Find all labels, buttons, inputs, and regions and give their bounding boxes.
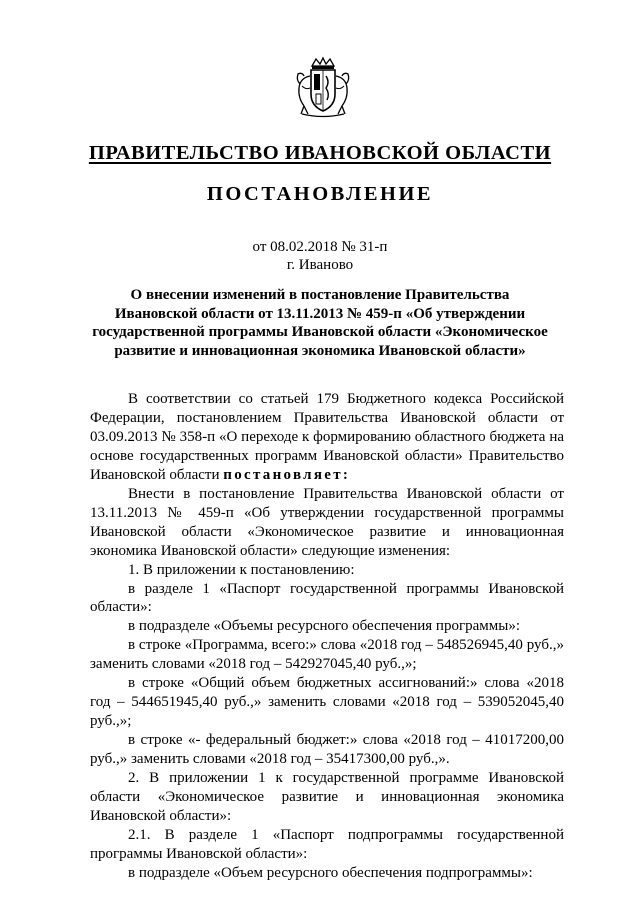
body-paragraph: 1. В приложении к постановлению: <box>128 561 355 578</box>
body-paragraph: 2. В приложении 1 к государственной программе Ивановской области «Экономическое развитие и инновационная экономика Ивановской области»: <box>90 770 564 824</box>
subject-line: государственной программы Ивановской области «Экономическое <box>92 324 548 341</box>
preamble-paragraph <box>90 390 564 485</box>
document-type: ПОСТАНОВЛЕНИЕ <box>206 183 434 205</box>
body-paragraph: 2.1. В разделе 1 «Паспорт подпрограммы государственной программы Ивановской области»: <box>90 826 564 862</box>
subject-line: Ивановской области от 13.11.2013 № 459-п «Об утверждении <box>114 305 526 322</box>
document-city: г. Иваново <box>286 257 354 273</box>
body-paragraph: в подразделе «Объемы ресурсного обеспечения программы»: <box>128 618 520 635</box>
document-body <box>90 390 564 883</box>
body-paragraph: в строке «Общий объем бюджетных ассигнований:» слова «2018 год – 544651945,40 руб.,» заменить словами «2018 год – 539052045,40 руб.,»; <box>90 675 564 730</box>
document-subject <box>88 286 552 361</box>
body-paragraph: в подразделе «Объем ресурсного обеспечения подпрограммы»: <box>128 864 533 881</box>
body-paragraph: в строке «- федеральный бюджет:» слова «2018 год – 41017200,00 руб.,» заменить словами «2018 год – 35417300,00 руб.,». <box>90 732 564 768</box>
body-paragraph: в разделе 1 «Паспорт государственной программы Ивановской области»: <box>90 580 564 616</box>
body-paragraph: Внести в постановление Правительства Ивановской области от 13.11.2013 № 459-п «Об утверждении государственной программы Ивановской области «Экономическое развитие и инновационная экономика Ивановской области» следующие изменения: <box>90 485 564 559</box>
subject-line: развитие и инновационная экономика Ивановской области» <box>114 343 526 360</box>
body-paragraph: в строке «Программа, всего:» слова «2018 год – 548526945,40 руб.,» заменить словами «2018 год – 542927045,40 руб.,»; <box>90 637 564 673</box>
resolves-word: постановляет: <box>223 466 351 483</box>
preamble-text: В соответствии со статьей 179 Бюджетного кодекса Российской Федерации, постановлением Правительства Ивановской области от 03.09.2013 № 358-п «О переходе к формированию областного бюджета на основе государственных программ Ивановской области» Правительство Ивановской области <box>90 391 564 483</box>
government-title: ПРАВИТЕЛЬСТВО ИВАНОВСКОЙ ОБЛАСТИ <box>88 142 552 164</box>
document-date-number: от 08.02.2018 № 31-п <box>252 239 388 255</box>
coat-of-arms-icon <box>294 56 352 118</box>
subject-line: О внесении изменений в постановление Правительства <box>130 287 510 303</box>
